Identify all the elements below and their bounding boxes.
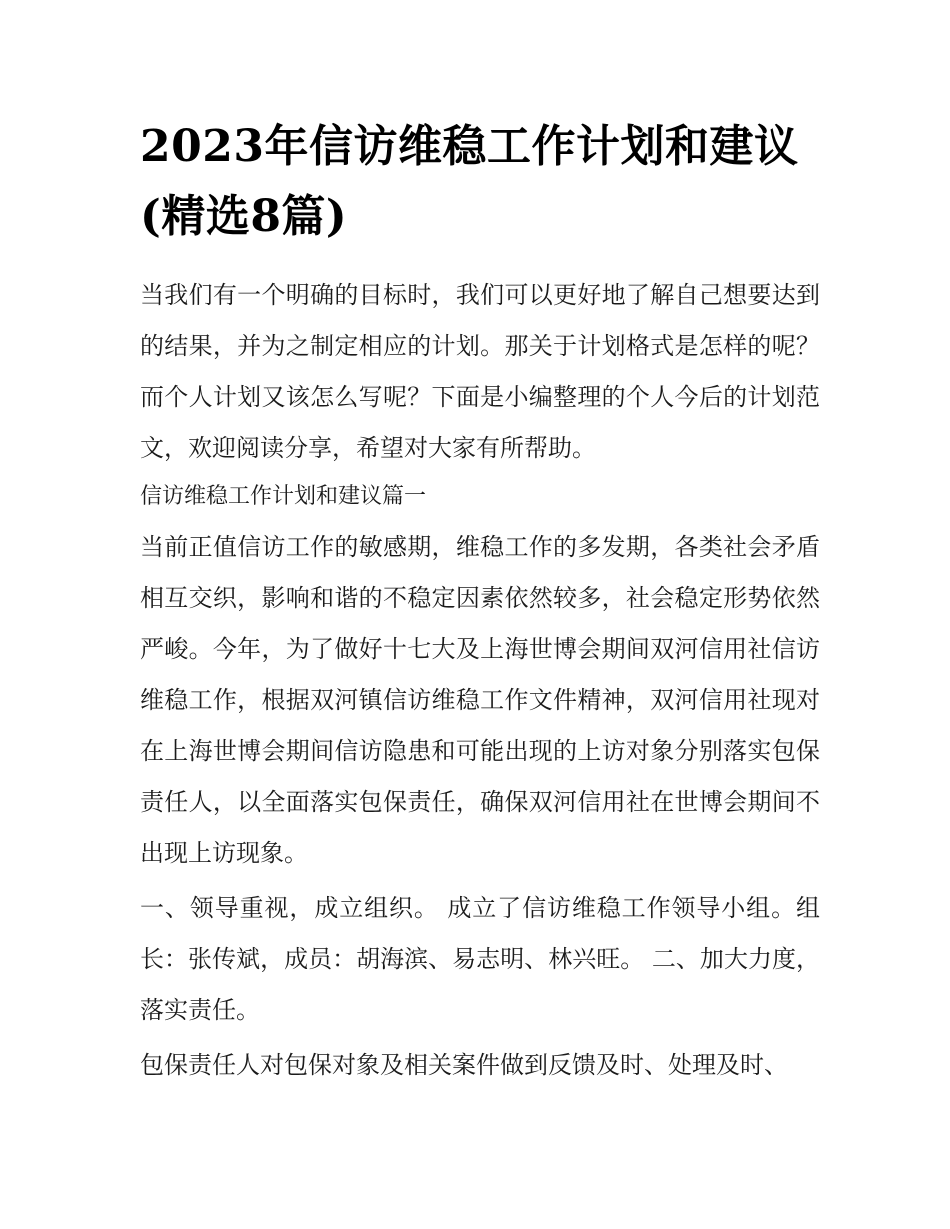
intro-paragraph: 当我们有一个明确的目标时，我们可以更好地了解自己想要达到的结果，并为之制定相应的计划。那关于计划格式是怎样的呢？而个人计划又该怎么写呢？下面是小编整理的个人今后的计划范文，欢迎阅读分享，希望对大家有所帮助。 (140, 281, 820, 462)
document-title: 2023年信访维稳工作计划和建议(精选8篇) (140, 121, 799, 242)
body-paragraph: 包保责任人对包保对象及相关案件做到反馈及时、处理及时、 (140, 1051, 788, 1079)
section-heading: 信访维稳工作计划和建议篇一 (140, 484, 427, 509)
body-paragraph: 一、领导重视，成立组织。 成立了信访维稳工作领导小组。组长：张传斌，成员：胡海滨、易志明、林兴旺。 二、加大力度，落实责任。 (140, 894, 820, 1024)
body-paragraph: 当前正值信访工作的敏感期，维稳工作的多发期，各类社会矛盾相互交织，影响和谐的不稳定因素依然较多，社会稳定形势依然严峻。今年，为了做好十七大及上海世博会期间双河信用社信访维稳工作，根据双河镇信访维稳工作文件精神，双河信用社现对在上海世博会期间信访隐患和可能出现的上访对象分别落实包保责任人，以全面落实包保责任，确保双河信用社在世博会期间不出现上访现象。 (140, 533, 820, 867)
document-body (140, 112, 820, 1091)
